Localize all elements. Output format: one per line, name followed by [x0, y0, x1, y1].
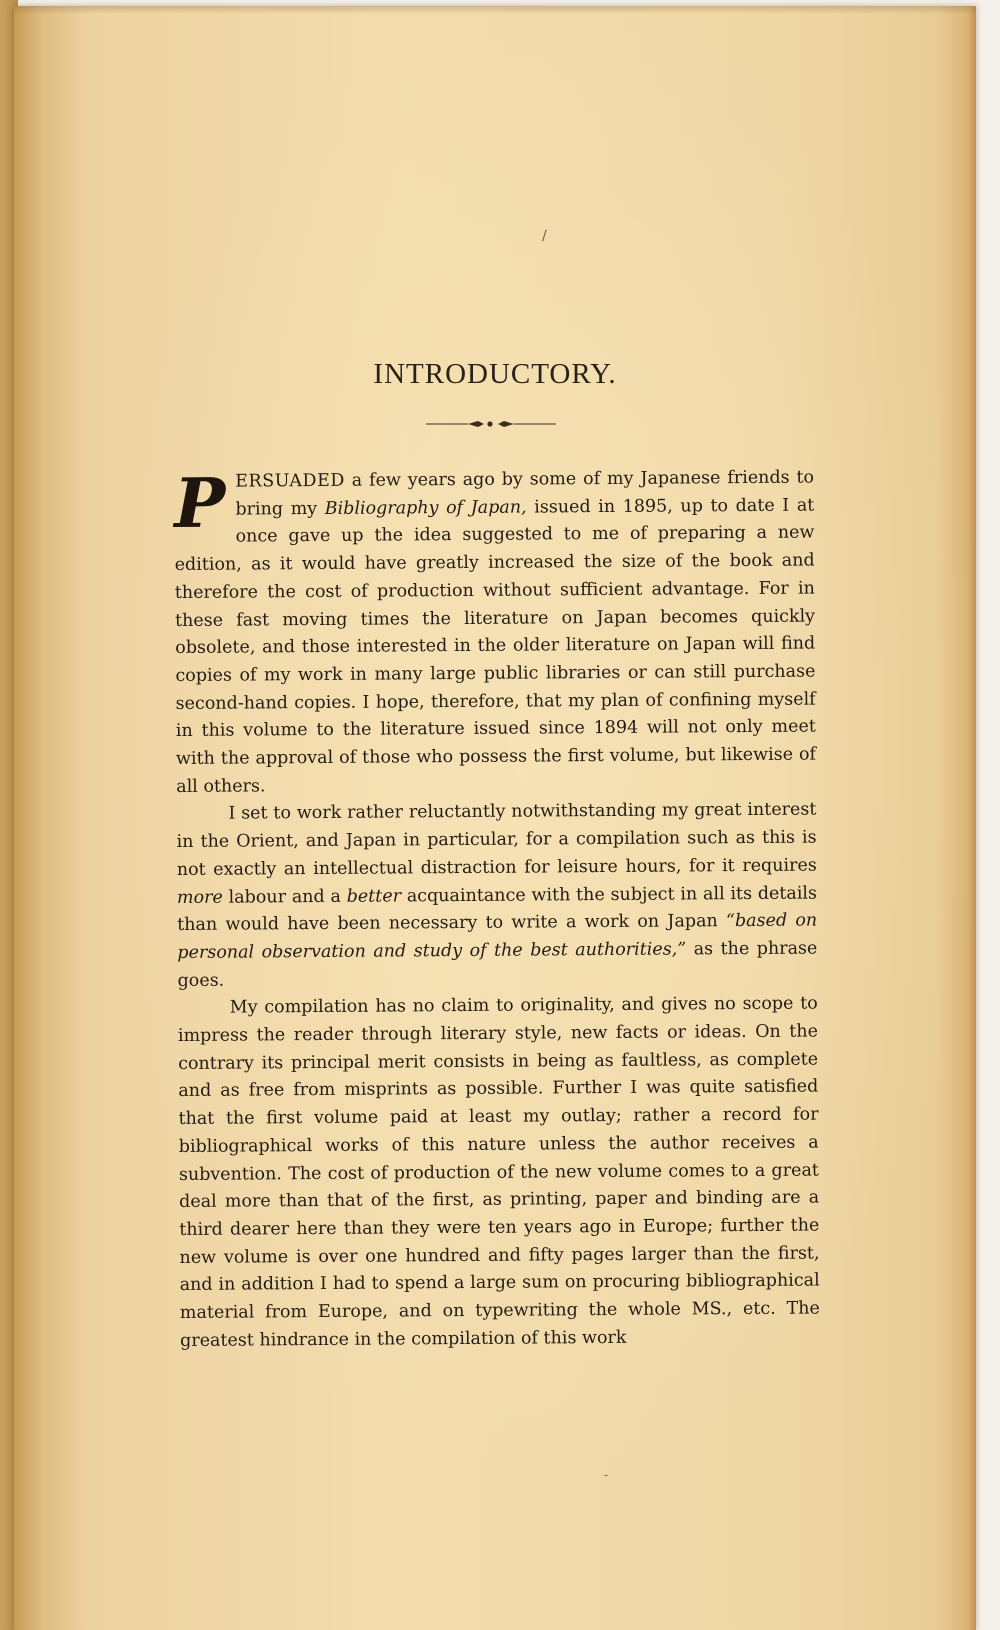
italic-more: more — [176, 887, 223, 908]
paragraph-2-text-a: I set to work rather reluctantly notwithstanding my great interest in the Orient, and Japan in particular, for a compilation such as this is not exactly an intellectual distraction for leisure hours, for it requires — [176, 799, 817, 880]
ornament-divider — [426, 416, 556, 432]
paragraph-2-text-d: as the phrase goes. — [177, 938, 818, 991]
book-title-italic: Bibliography of Japan, — [324, 497, 527, 519]
paragraph-2-text-c: acquaintance with the subject in all its details than would have been necessary to write a work on Japan — [177, 883, 818, 936]
body-text — [174, 465, 820, 1356]
book-page — [14, 6, 976, 1630]
drop-cap: P — [173, 463, 226, 544]
stray-mark-top: ∕ — [542, 228, 547, 244]
italic-quote: “based on personal observation and study of the best authorities,” — [177, 910, 818, 963]
paragraph-1-text-a: a few years ago by some of my Japanese friends to bring my — [235, 467, 815, 520]
paragraph-1 — [174, 465, 816, 802]
paragraph-3: My compilation has no claim to originality, and gives no scope to impress the reader through literary style, new facts or ideas. On the contrary its principal merit consists in being as faultless, as complete and as free from misprints as possible. Further I was quite satisfied that the first volume paid at least my outlay; rather a record for bibliographical works of this nature unless the author receives a subvention. The cost of production of the new volume comes to a great deal more than that of the first, as printing, paper and binding are a third dearer here than they were ten years ago in Europe; further the new volume is over one hundred and fifty pages larger than the first, and in addition I had to spend a large sum on procuring bibliographical material from Europe, and on typewriting the whole MS., etc. The greatest hindrance in the compilation of this work — [177, 993, 820, 1351]
stray-mark-bottom: - — [604, 1468, 609, 1482]
italic-better: better — [346, 885, 402, 907]
first-word: ERSUADED — [235, 470, 345, 492]
page-right-edge — [968, 6, 976, 1630]
page-title: INTRODUCTORY. — [373, 358, 617, 390]
page-top-shadow — [14, 6, 976, 14]
paragraph-2 — [176, 797, 817, 995]
paragraph-2-text-b: labour and a — [222, 886, 347, 908]
paragraph-1-text-b: issued in 1895, up to date I at once gave up the idea suggested to me of preparing a new edition, as it would have greatly increased the size of the book and therefore the cost of production without sufficient advantage. For in these fast moving times the literature on Japan becomes quickly obsolete, and those interested in the older literature on Japan will find copies of my work in many large public libraries or can still purchase second-hand copies. I hope, therefore, that my plan of confining myself in this volume to the literature issued since 1894 will not only meet with the approval of those who possess the first volume, but likewise of all others. — [174, 495, 817, 797]
